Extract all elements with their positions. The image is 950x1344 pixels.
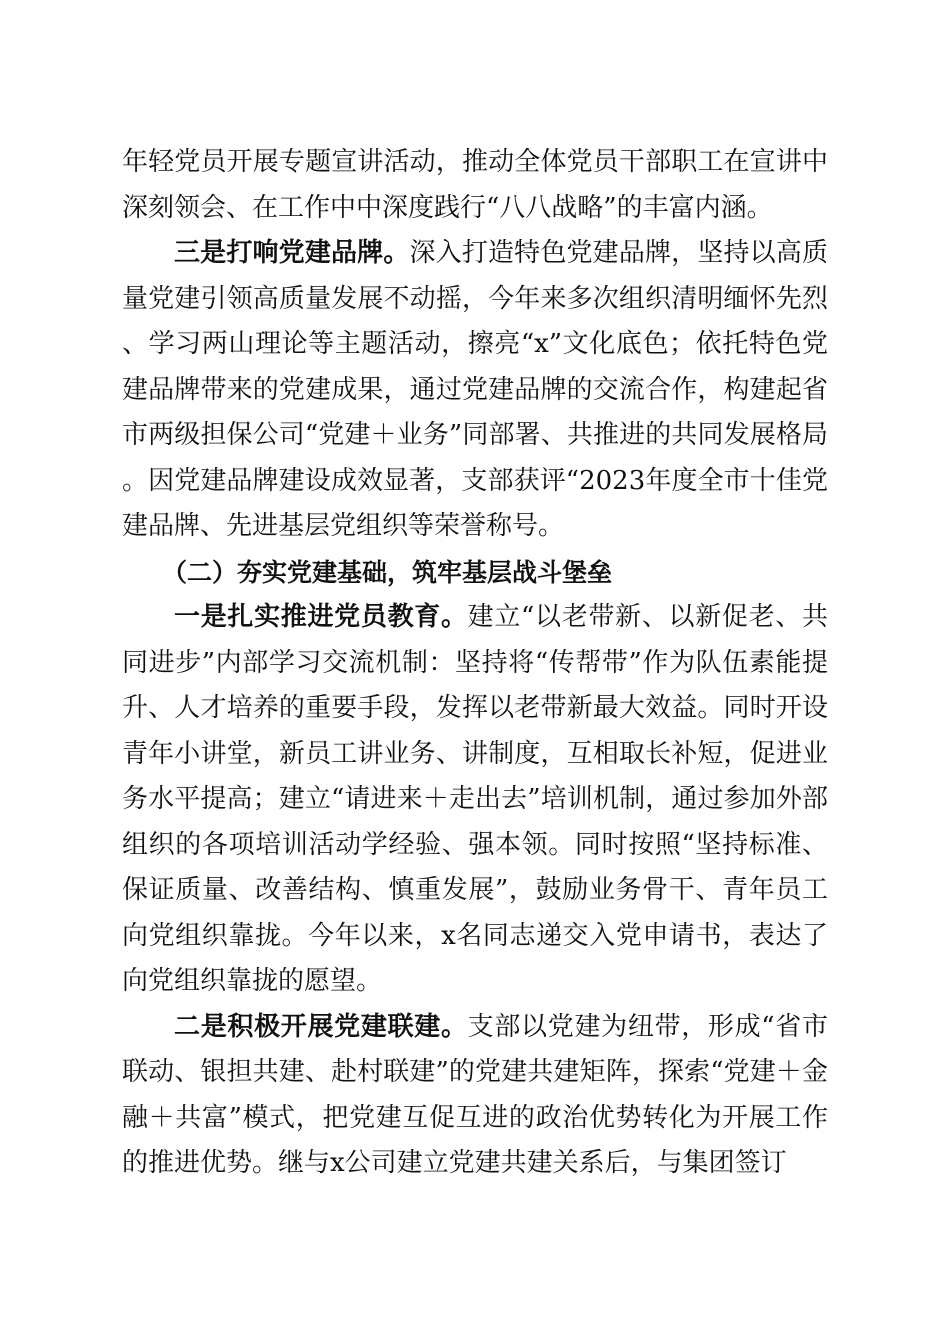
paragraph-continuation	[122, 140, 828, 231]
paragraph-party-brand	[122, 231, 828, 550]
paragraph-lead: 三是打响党建品牌。	[174, 238, 410, 268]
paragraph-text: 支部以党建为纽带，形成“省市联动、银担共建、赴村联建”的党建共建矩阵，探索“党建＋金融＋共富”模式，把党建互促互进的政治优势转化为开展工作的推进优势。继与x公司建立党建共建关系后，与集团签订	[122, 1011, 828, 1178]
section-heading: （二）夯实党建基础，筑牢基层战斗堡垒	[162, 557, 613, 587]
paragraph-member-education	[122, 595, 828, 1005]
paragraph-lead: 一是扎实推进党员教育。	[174, 602, 468, 632]
paragraph-joint-building	[122, 1005, 828, 1187]
document-page	[122, 140, 828, 1187]
paragraph-text: 建立“以老带新、以新促老、共同进步”内部学习交流机制：坚持将“传帮带”作为队伍素能提升、人才培养的重要手段，发挥以老带新最大效益。同时开设青年小讲堂，新员工讲业务、讲制度，互相取长补短，促进业务水平提高；建立“请进来＋走出去”培训机制，通过参加外部组织的各项培训活动学经验、强本领。同时按照“坚持标准、保证质量、改善结构、慎重发展”，鼓励业务骨干、青年员工向党组织靠拢。今年以来，x名同志递交入党申请书，表达了向党组织靠拢的愿望。	[122, 602, 828, 996]
paragraph-lead: 二是积极开展党建联建。	[174, 1011, 468, 1042]
paragraph-text: 深入打造特色党建品牌，坚持以高质量党建引领高质量发展不动摇，今年来多次组织清明缅怀先烈、学习两山理论等主题活动，擦亮“x”文化底色；依托特色党建品牌带来的党建成果，通过党建品牌的交流合作，构建起省市两级担保公司“党建＋业务”同部署、共推进的共同发展格局。因党建品牌建设成效显著，支部获评“2023年度全市十佳党建品牌、先进基层党组织等荣誉称号。	[122, 238, 828, 541]
paragraph-text: 年轻党员开展专题宣讲活动，推动全体党员干部职工在宣讲中深刻领会、在工作中中深度践行“八八战略”的丰富内涵。	[122, 147, 828, 223]
